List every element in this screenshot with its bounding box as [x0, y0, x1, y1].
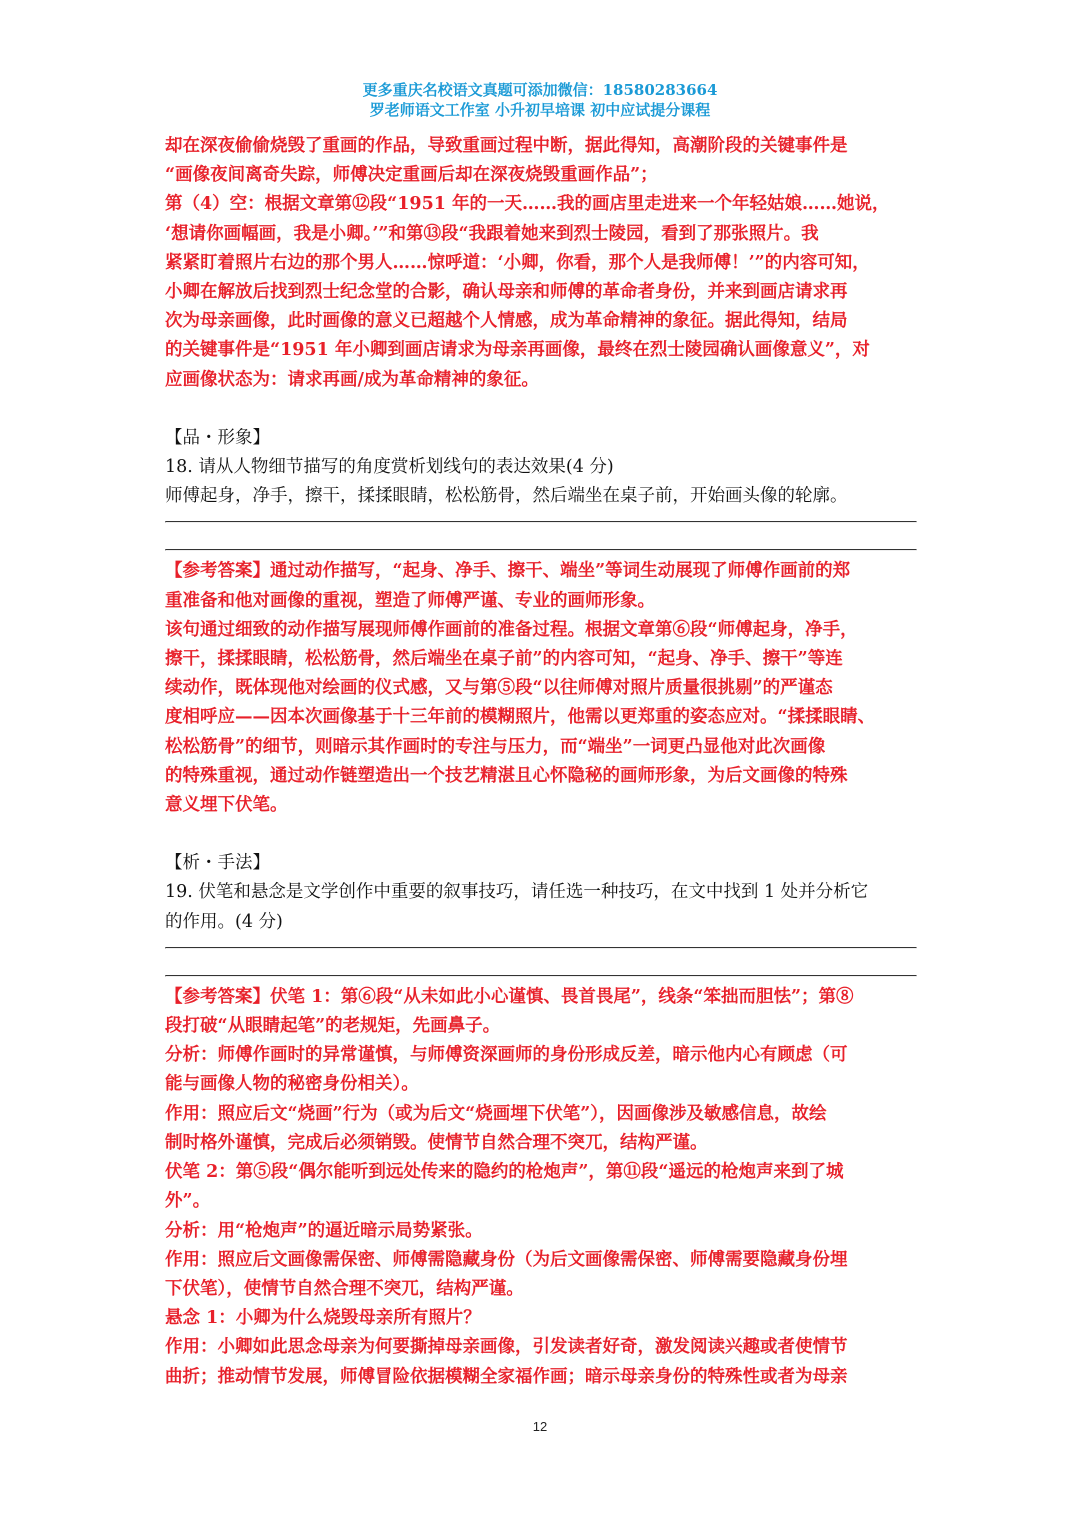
quoted-sentence: 师傅起身，净手，擦干，揉揉眼睛，松松筋骨，然后端坐在桌子前，开始画头像的轮廓。 — [165, 486, 848, 507]
answer-line: 应画像状态为：请求再画/成为革命精神的象征。 — [165, 369, 539, 390]
answer-line: 作用：照应后文画像需保密、师傅需隐藏身份（为后文画像需保密、师傅需要隐藏身份埋 — [165, 1249, 848, 1270]
answer-line: 紧紧盯着照片右边的那个男人……惊呼道：‘小卿，你看，那个人是我师傅！’”的内容可知， — [165, 252, 870, 273]
answer-line: 意义埋下伏笔。 — [165, 795, 288, 816]
top-answer — [165, 132, 917, 395]
question-19-line: 19. 伏笔和悬念是文学创作中重要的叙事技巧，请任选一种技巧，在文中找到 1 处并分析它 — [165, 882, 869, 903]
answer-line: 悬念 1：小卿为什么烧毁母亲所有照片？ — [165, 1308, 481, 1329]
answer-line: 松松筋骨”的细节，则暗示其作画时的专注与压力，而“端坐”一词更凸显他对此次画像 — [165, 736, 826, 757]
answer-line: 制时格外谨慎，完成后必须销毁。使情节自然合理不突兀，结构严谨。 — [165, 1132, 708, 1153]
question-18: 18. 请从人物细节描写的角度赏析划线句的表达效果(4 分) — [165, 457, 614, 478]
answer-19 — [165, 983, 917, 1392]
answer-line: 作用：照应后文“烧画”行为（或为后文“烧画埋下伏笔”），因画像涉及敏感信息，故绘 — [165, 1103, 827, 1124]
section-heading-image: 【品・形象】 — [165, 427, 270, 448]
answer-line: 的特殊重视，通过动作链塑造出一个技艺精湛且心怀隐秘的画师形象，为后文画像的特殊 — [165, 765, 848, 786]
section-heading-technique: 【析・手法】 — [165, 853, 270, 874]
answer-line: 小卿在解放后找到烈士纪念堂的合影，确认母亲和师傅的革命者身份，并来到画店请求再 — [165, 282, 848, 303]
answer-line: 分析：师傅作画时的异常谨慎，与师傅资深画师的身份形成反差，暗示他内心有顾虑（可 — [165, 1045, 848, 1066]
question-19-line: 的作用。(4 分) — [165, 911, 283, 932]
answer-line: “画像夜间离奇失踪，师傅决定重画后却在深夜烧毁重画作品”； — [165, 165, 658, 186]
answer-line: 擦干，揉揉眼睛，松松筋骨，然后端坐在桌子前”的内容可知，“起身、净手、擦干”等连 — [165, 649, 843, 670]
answer-line: ‘想请你画幅画，我是小卿。’”和第⑬段“我跟着她来到烈士陵园，看到了那张照片。我 — [165, 223, 819, 244]
answer-line: 段打破“从眼睛起笔”的老规矩，先画鼻子。 — [165, 1016, 501, 1037]
page-header — [0, 80, 1080, 120]
answer-line: 下伏笔），使情节自然合理不突兀，结构严谨。 — [165, 1278, 524, 1299]
answer-line: 续动作，既体现他对绘画的仪式感，又与第⑤段“以往师傅对照片质量很挑剔”的严谨态 — [165, 678, 833, 699]
answer-line: 却在深夜偷偷烧毁了重画的作品，导致重画过程中断，据此得知，高潮阶段的关键事件是 — [165, 136, 848, 156]
answer-line: 作用：小卿如此思念母亲为何要撕掉母亲画像，引发读者好奇，激发阅读兴趣或者使情节 — [165, 1337, 848, 1358]
answer-line: 伏笔 2：第⑤段“偶尔能听到远处传来的隐约的枪炮声”，第⑪段“遥远的枪炮声来到了城 — [165, 1162, 844, 1183]
answer-line: 重准备和他对画像的重视，塑造了师傅严谨、专业的画师形象。 — [165, 590, 655, 611]
answer-line: 分析：用“枪炮声”的逼近暗示局势紧张。 — [165, 1220, 483, 1241]
answer-line: 度相呼应——因本次画像基于十三年前的模糊照片，他需以更郑重的姿态应对。“揉揉眼睛、 — [165, 707, 876, 728]
answer-line: 【参考答案】伏笔 1：第⑥段“从未如此小心谨慎、畏首畏尾”，线条“笨拙而胆怯”；第⑧ — [165, 986, 854, 1007]
answer-line: 第（4）空：根据文章第⑫段“1951 年的一天……我的画店里走进来一个年轻姑娘……她说， — [165, 194, 890, 215]
header-contact-line: 更多重庆名校语文真题可添加微信：18580283664 — [362, 81, 718, 99]
answer-18 — [165, 557, 917, 820]
answer-line: 曲折；推动情节发展，师傅冒险依据模糊全家福作画；暗示母亲身份的特殊性或者为母亲 — [165, 1366, 848, 1387]
answer-line: 该句通过细致的动作描写展现师傅作画前的准备过程。根据文章第⑥段“师傅起身，净手， — [165, 619, 858, 640]
page-content — [165, 132, 917, 1392]
page-number: 12 — [532, 1419, 548, 1434]
answer-line: 能与画像人物的秘密身份相关）。 — [165, 1074, 419, 1095]
answer-line: 【参考答案】通过动作描写，“起身、净手、擦干、端坐”等词生动展现了师傅作画前的郑 — [165, 561, 851, 582]
answer-line: 的关键事件是“1951 年小卿到画店请求为母亲再画像，最终在烈士陵园确认画像意义”，对 — [165, 340, 870, 361]
answer-line: 次为母亲画像，此时画像的意义已超越个人情感，成为革命精神的象征。据此得知，结局 — [165, 311, 848, 332]
header-course-line: 罗老师语文工作室 小升初早培课 初中应试提分课程 — [369, 101, 711, 119]
answer-line: 外”。 — [165, 1191, 211, 1212]
